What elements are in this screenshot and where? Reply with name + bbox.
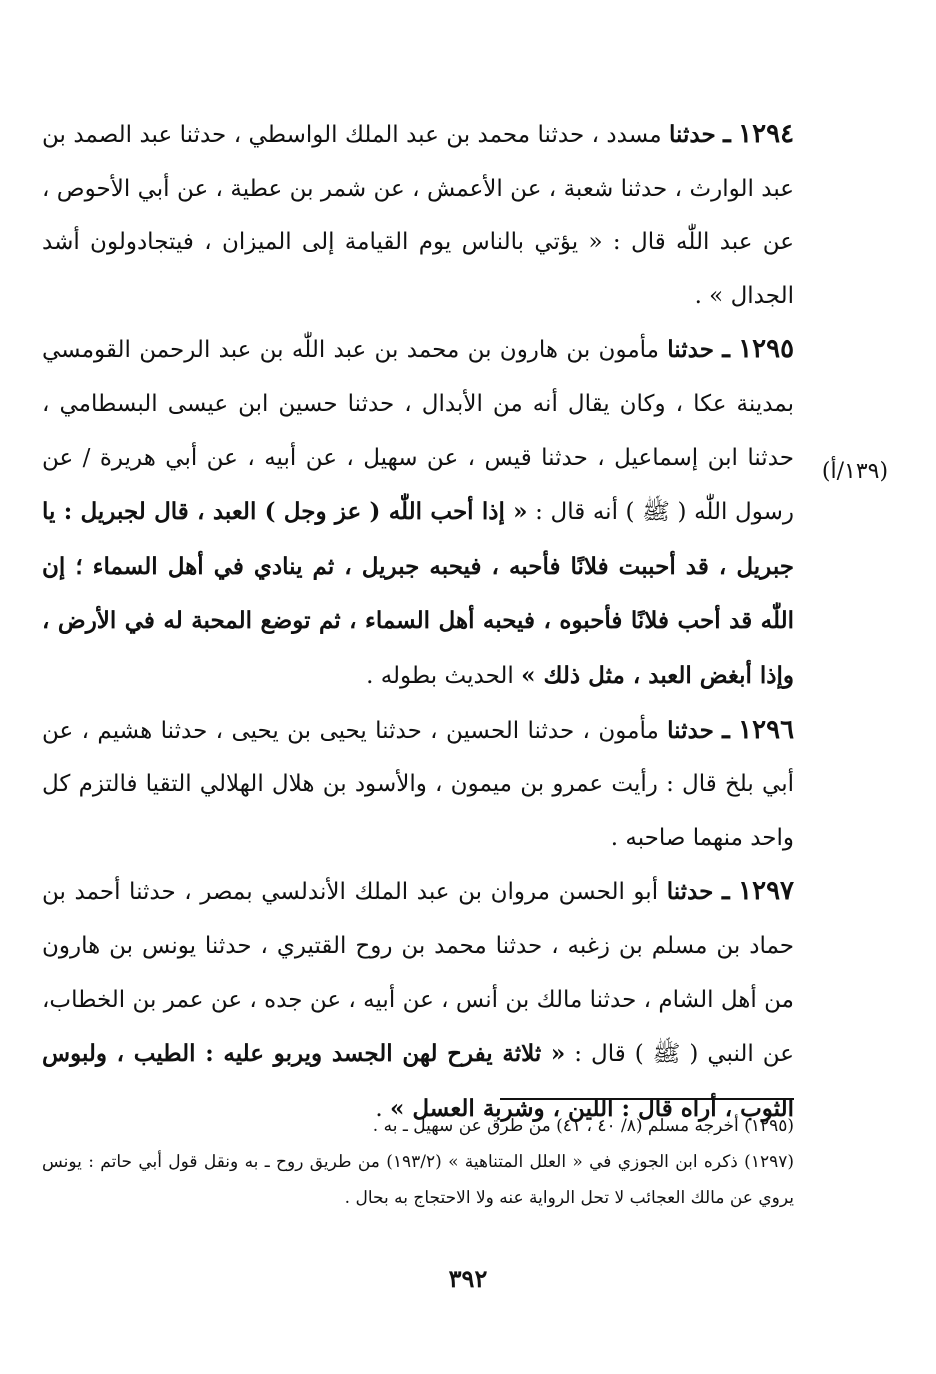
manuscript-folio-note: (١٣٩/أ) [821, 459, 889, 484]
hadith-number: ١٢٩٧ [738, 876, 795, 907]
hadith-quote: « إذا أحب اللّٰه ( عز وجل ) العبد ، قال لجبريل : يا جبريل ، قد أحببت فلانًا فأحبه ، فيحبه جبريل ، ثم ينادي في أهل السماء ؛ إن اللّٰه قد أحب فلانًا فأحبوه ، فيحبه أهل السماء ، ثم توضع المحبة له في الأرض ، وإذا أبغض العبد ، مثل ذلك » [42, 498, 794, 689]
hadith-text-after: . [375, 1095, 383, 1122]
main-text [42, 108, 794, 1136]
hadith-1296: ١٢٩٦ ـ حدثنا مأمون ، حدثنا الحسين ، حدثنا يحيى بن يحيى ، حدثنا هشيم ، عن أبي بلخ قال : رأيت عمرو بن ميمون ، والأسود بن هلال الهلالي التقيا فالتزم كل واحد منهما صاحبه . [42, 714, 795, 851]
hadith-text: أبو الحسن مروان بن عبد الملك الأندلسي بمصر ، حدثنا أحمد بن حماد بن مسلم بن زغبه ، حدثنا محمد بن روح القتيري ، حدثنا يونس بن هارون من أهل الشام ، حدثنا مالك بن أنس ، عن أبيه ، عن جده ، عن عمر بن الخطاب، عن النبي ( ﷺ ) قال : [42, 879, 795, 1068]
hadith-lead: حدثنا [666, 878, 714, 906]
hadith-number: ١٢٩٦ [738, 714, 795, 745]
footnotes [42, 1108, 794, 1216]
footnote-1297: (١٢٩٧) ذكره ابن الجوزي في « العلل المتناهية » (١٩٣/٢) من طريق روح ـ به ونقل قول أبي حاتم : يونس يروي عن مالك العجائب لا تحل الرواية عنه ولا الاحتجاج به بحال . [42, 1152, 794, 1208]
hadith-number: ١٢٩٤ [738, 119, 795, 149]
hadith-1297: ١٢٩٧ ـ حدثنا أبو الحسن مروان بن عبد الملك الأندلسي بمصر ، حدثنا أحمد بن حماد بن مسلم بن زغبه ، حدثنا محمد بن روح القتيري ، حدثنا يونس بن هارون من أهل الشام ، حدثنا مالك بن أنس ، عن أبيه ، عن جده ، عن عمر بن الخطاب، عن النبي ( ﷺ ) قال : « ثلاثة يفرح لهن الجسد ويربو عليه : الطيب ، ولبوس الثوب ، أراه قال : اللين ، وشربة العسل » . [42, 876, 795, 1122]
hadith-1294: ١٢٩٤ ـ حدثنا مسدد ، حدثنا محمد بن عبد الملك الواسطي ، حدثنا عبد الصمد بن عبد الوارث ، حدثنا شعبة ، عن الأعمش ، عن شمر بن عطية ، عن أبي الأحوص ، عن عبد اللّٰه قال : « يؤتي بالناس يوم القيامة إلى الميزان ، فيتجادولون أشد الجدال » . [42, 119, 795, 309]
hadith-text: مسدد ، حدثنا محمد بن عبد الملك الواسطي ، حدثنا عبد الصمد بن عبد الوارث ، حدثنا شعبة ، عن الأعمش ، عن شمر بن عطية ، عن أبي الأحوص ، عن عبد اللّٰه قال : « يؤتي بالناس يوم القيامة إلى الميزان ، فيتجادولون أشد الجدال » . [42, 122, 794, 309]
hadith-lead: حدثنا [669, 121, 716, 148]
footnote-separator [500, 1098, 794, 1100]
hadith-lead: حدثنا [667, 336, 714, 364]
hadith-text-after: الحديث بطوله . [366, 662, 514, 689]
hadith-1295: ١٢٩٥ ـ حدثنا مأمون بن هارون بن محمد بن عبد اللّٰه بن عبد الرحمن القومسي بمدينة عكا ، وكان يقال أنه من الأبدال ، حدثنا حسين ابن عيسى البسطامي ، حدثنا ابن إسماعيل ، حدثنا قيس ، عن سهيل ، عن أبيه ، عن أبي هريرة / عن رسول اللّٰه ( ﷺ ) أنه قال : « إذا أحب اللّٰه ( عز وجل ) العبد ، قال لجبريل : يا جبريل ، قد أحببت فلانًا فأحبه ، فيحبه جبريل ، ثم ينادي في أهل السماء ؛ إن اللّٰه قد أحب فلانًا فأحبوه ، فيحبه أهل السماء ، ثم توضع المحبة له في الأرض ، وإذا أبغض العبد ، مثل ذلك » الحديث بطوله . [42, 334, 795, 689]
hadith-text: مأمون ، حدثنا الحسين ، حدثنا يحيى بن يحيى ، حدثنا هشيم ، عن أبي بلخ قال : رأيت عمرو بن ميمون ، والأسود بن هلال الهلالي التقيا فالتزم كل واحد منهما صاحبه . [42, 717, 794, 851]
page-number: ٣٩٢ [448, 1264, 488, 1293]
hadith-lead: حدثنا [667, 716, 714, 744]
hadith-text: مأمون بن هارون بن محمد بن عبد اللّٰه بن عبد الرحمن القومسي بمدينة عكا ، وكان يقال أنه من الأبدال ، حدثنا حسين ابن عيسى البسطامي ، حدثنا ابن إسماعيل ، حدثنا قيس ، عن سهيل ، عن أبيه ، عن أبي هريرة / عن رسول اللّٰه ( ﷺ ) أنه قال : [42, 337, 794, 526]
footnote-1295: (١٢٩٥) أخرجه مسلم (٨/ ٤٠ ، ٤١) من طرق عن سهيل ـ به . [372, 1116, 794, 1136]
hadith-number: ١٢٩٥ [738, 334, 795, 365]
hadith-quote: « ثلاثة يفرح لهن الجسد ويربو عليه : الطيب ، ولبوس الثوب ، أراه قال : اللين ، وشربة العسل » [42, 1040, 794, 1122]
